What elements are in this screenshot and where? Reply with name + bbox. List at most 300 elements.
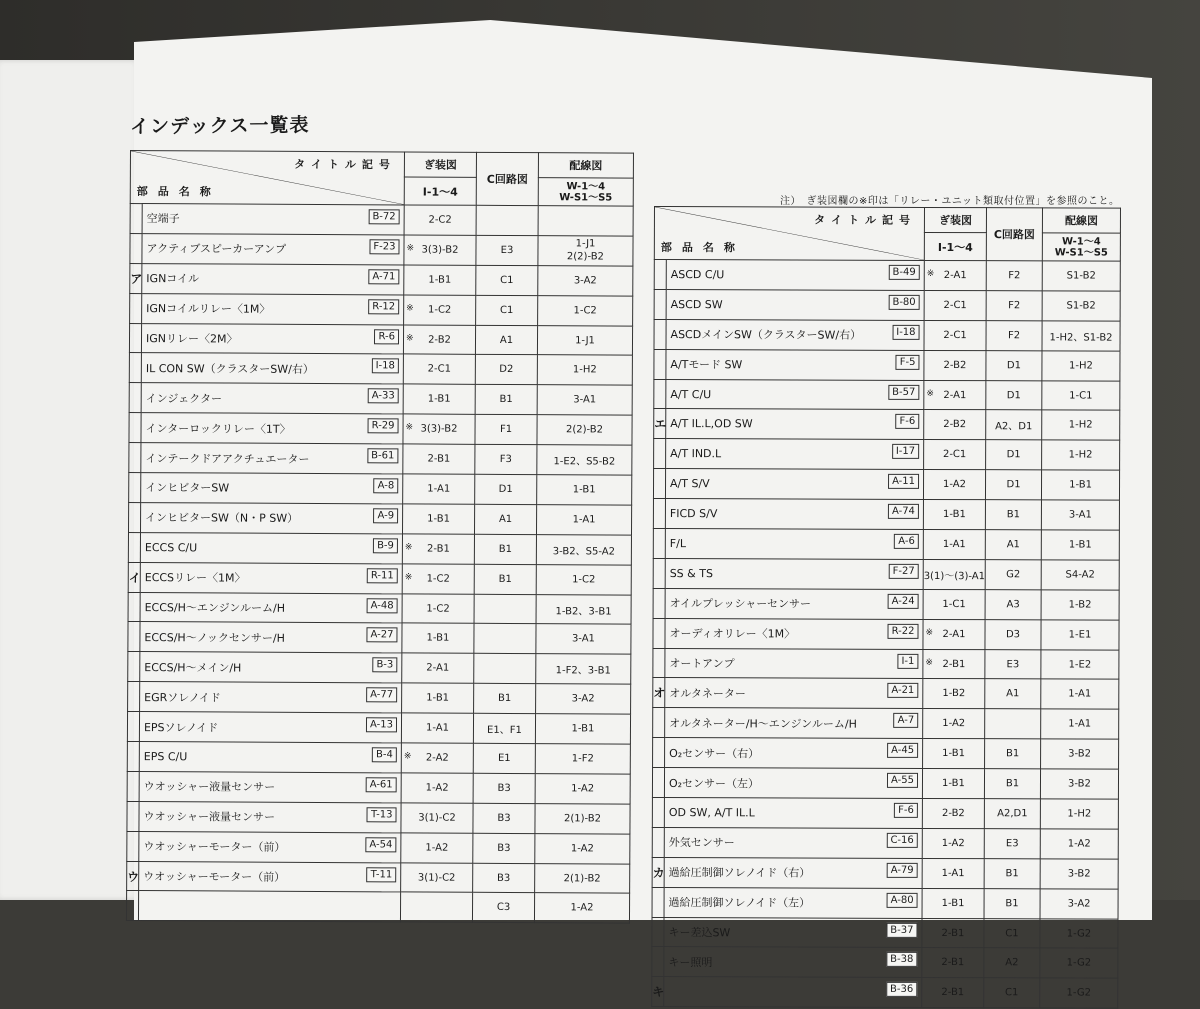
wiring-cell: 1-A1: [1041, 679, 1119, 709]
header-corner: [130, 151, 404, 205]
left-table-body: [126, 204, 633, 924]
part-name: F/L: [669, 537, 687, 551]
title-code-box: B-36: [886, 982, 917, 997]
table-row: [126, 891, 629, 924]
part-name: A/T S/V: [670, 477, 710, 491]
title-code-box: A-21: [887, 683, 918, 698]
title-code-box: B-3: [372, 658, 397, 673]
part-name: オルタネーター/H～エンジンルーム/H: [669, 716, 857, 731]
wiring-cell: 3-A1: [537, 385, 632, 415]
c-circuit-cell: F2: [986, 261, 1042, 291]
gisou-cell: [922, 858, 984, 888]
table-row: [129, 443, 632, 476]
table-row: [653, 678, 1119, 710]
kana-index-cell: [654, 289, 666, 319]
title-code-box: A-77: [366, 687, 397, 702]
gisou-value: 2-B2: [943, 419, 967, 431]
table-row: [127, 742, 630, 775]
c-circuit-cell: F2: [986, 320, 1042, 350]
table-row: [653, 558, 1119, 590]
part-name-cell: [665, 708, 923, 739]
gisou-cell: [924, 350, 986, 380]
gisou-cell: [401, 833, 473, 863]
wiring-cell: 1-H2: [1042, 410, 1120, 440]
part-name: ECCS/H～エンジンルーム/H: [144, 601, 286, 615]
gisou-value: 2-B2: [941, 807, 965, 820]
gisou-value: 1-C2: [427, 304, 452, 316]
kana-index-cell: キ: [652, 977, 664, 1007]
kana-index-cell: [654, 319, 666, 349]
part-name: IL CON SW（クラスターSW/右）: [145, 361, 314, 376]
gisou-value: 3(1)～(3)-A1: [923, 570, 986, 583]
note-text: 注） ぎ装図欄の※印は「リレー・ユニット類取付位置」を参照のこと。: [780, 196, 1120, 207]
title-code-box: A-9: [373, 508, 398, 523]
c-circuit-cell: E3: [984, 829, 1040, 859]
c-circuit-cell: E3: [985, 649, 1041, 679]
part-name: A/T IND.L: [670, 447, 722, 461]
part-name: インテークドアアクチュエーター: [145, 451, 310, 466]
wiring-cell: 1-G2: [1040, 948, 1118, 978]
kana-index-cell: [129, 413, 141, 443]
wiring-cell: 1-E2、S5-B2: [537, 445, 632, 475]
kana-index-cell: [127, 712, 139, 742]
gisou-cell: [922, 978, 984, 1008]
title-code-box: A-11: [888, 474, 919, 489]
table-row: [130, 293, 633, 326]
kana-index-cell: [129, 443, 141, 473]
table-row: [128, 682, 631, 715]
wiring-cell: 3-B2: [1040, 769, 1118, 799]
c-circuit-cell: E1、F1: [473, 713, 535, 743]
table-row: [129, 383, 632, 416]
table-row: [127, 712, 630, 745]
gisou-value: 2-B1: [942, 658, 966, 670]
title-code-box: I-17: [892, 444, 919, 459]
header-title-code: タイトル記号: [294, 157, 396, 172]
gisou-value: 1-B1: [426, 632, 450, 645]
title-code-box: A-54: [365, 837, 396, 852]
part-name: OD SW, A/T IL.L: [668, 806, 755, 820]
c-circuit-cell: B1: [985, 500, 1041, 530]
part-name-cell: [664, 768, 922, 799]
wiring-range-2-right: W-S1～S5: [1054, 247, 1108, 259]
wiring-cell: 1-C2: [538, 295, 633, 325]
gisou-value: 2-B1: [427, 453, 451, 465]
wiring-cell: 1-H2、S1-B2: [1042, 321, 1120, 351]
part-name-cell: [664, 827, 922, 858]
c-circuit-cell: B3: [473, 773, 535, 803]
gisou-cell: [924, 440, 986, 470]
gisou-cell: [924, 380, 986, 410]
table-row: [652, 768, 1118, 800]
gisou-cell: [404, 235, 476, 265]
gisou-value: 3(1)-C2: [417, 872, 456, 884]
c-circuit-cell: A2: [984, 948, 1040, 978]
title-code-box: B-4: [372, 747, 397, 762]
gisou-cell: [403, 354, 475, 384]
gisou-cell: [402, 504, 474, 534]
table-row: [654, 289, 1120, 321]
part-name-cell: [666, 379, 924, 410]
c-circuit-cell: A1: [475, 325, 537, 355]
part-name-cell: [665, 529, 923, 560]
table-row: [652, 827, 1118, 859]
wiring-cell: 1-J1 2(2)-B2: [538, 236, 633, 266]
part-name: EPS C/U: [143, 750, 188, 764]
table-row: [653, 708, 1119, 740]
header-c-circuit: C回路図: [476, 152, 538, 205]
kana-index-cell: [127, 801, 139, 831]
gisou-cell: [922, 888, 984, 918]
gisou-cell: [401, 803, 473, 833]
part-name: ECCSリレー〈1M〉: [144, 571, 246, 585]
part-name: ECCS C/U: [144, 540, 198, 555]
part-name: 過給圧制御ソレノイド（左）: [668, 896, 811, 910]
kana-index-cell: [130, 233, 142, 263]
wiring-cell: [538, 206, 633, 236]
part-name: ECCS/H～ノックセンサー/H: [144, 630, 285, 645]
part-name-cell: [140, 562, 402, 593]
part-name-cell: [141, 353, 403, 384]
part-name-cell: [140, 652, 402, 683]
header-wiring-range-right: [1042, 233, 1120, 261]
relay-mark: ※: [404, 572, 413, 583]
title-code-box: A-45: [887, 743, 918, 758]
part-name-cell: [665, 618, 923, 649]
relay-mark: ※: [925, 627, 934, 638]
table-row: [127, 771, 630, 804]
gisou-value: 1-B1: [941, 897, 965, 909]
title-code-box: T-11: [367, 867, 397, 882]
gisou-value: 1-A2: [942, 718, 966, 730]
c-circuit-cell: B3: [473, 863, 535, 893]
c-circuit-cell: A2、D1: [986, 410, 1042, 440]
title-code-box: A-80: [887, 893, 918, 908]
kana-index-cell: [128, 502, 140, 532]
table-row: [652, 798, 1118, 830]
part-name-cell: [665, 469, 923, 500]
gisou-cell: [404, 205, 476, 235]
title-code-box: I-1: [897, 653, 918, 668]
wiring-cell: 1-B1: [537, 475, 632, 505]
part-name: 外気センサー: [668, 836, 735, 850]
gisou-value: 2-A1: [942, 628, 966, 640]
gisou-value: 2-C2: [428, 214, 452, 226]
left-page-edge: [0, 60, 140, 900]
wiring-cell: 1-E1: [1041, 620, 1119, 650]
wiring-cell: 1-H2: [1042, 351, 1120, 381]
gisou-value: 3(3)-B2: [421, 244, 459, 256]
gisou-cell: [923, 470, 985, 500]
part-name-cell: [139, 861, 401, 892]
header-gisou-right: ぎ装図: [924, 207, 986, 233]
wiring-cell: 3-A2: [1040, 889, 1118, 919]
wiring-cell: 1-G2: [1040, 918, 1118, 948]
c-circuit-cell: B1: [984, 888, 1040, 918]
part-name-cell: [142, 233, 404, 264]
c-circuit-cell: C1: [476, 295, 538, 325]
c-circuit-cell: F3: [475, 444, 537, 474]
part-name-cell: [140, 532, 402, 563]
title-code-box: A-8: [374, 478, 399, 493]
kana-index-cell: [652, 917, 664, 947]
kana-index-cell: [653, 648, 665, 678]
part-name-cell: [665, 588, 923, 619]
title-code-box: R-11: [367, 568, 398, 583]
title-code-box: B-61: [367, 448, 398, 463]
c-circuit-cell: B1: [474, 684, 536, 714]
wiring-cell: S1-B2: [1042, 261, 1120, 291]
gisou-value: 1-A1: [942, 538, 966, 551]
gisou-value: 3(1)-C2: [418, 812, 456, 824]
table-row: [652, 857, 1118, 889]
title-code-box: A-55: [887, 773, 918, 788]
header-gisou-range-right: I-1～4: [924, 233, 986, 261]
c-circuit-cell: B1: [474, 534, 536, 564]
part-name: ウオッシャー液量センサー: [143, 810, 275, 825]
table-row: [130, 263, 633, 296]
kana-index-cell: [652, 947, 664, 977]
wiring-cell: 1-H2: [537, 355, 632, 385]
part-name-cell: [665, 558, 923, 589]
c-circuit-cell: G2: [985, 560, 1041, 590]
gisou-value: 2-A1: [943, 389, 967, 401]
c-circuit-cell: D2: [475, 355, 537, 385]
kana-index-cell: [130, 204, 142, 234]
title-code-box: B-49: [889, 265, 920, 280]
part-name: 空端子: [146, 212, 180, 226]
part-name-cell: [140, 682, 402, 713]
table-row: [130, 233, 633, 266]
c-circuit-cell: B1: [985, 739, 1041, 769]
part-name-cell: [140, 622, 402, 653]
gisou-cell: [402, 564, 474, 594]
gisou-cell: [922, 798, 984, 828]
title-code-box: A-74: [888, 504, 919, 519]
gisou-value: 2-B1: [941, 987, 965, 999]
gisou-value: 3(3)-B2: [420, 423, 458, 435]
table-row: [129, 323, 632, 356]
part-name: オートアンプ: [669, 657, 735, 671]
gisou-value: 2-B2: [428, 334, 451, 346]
kana-index-cell: [653, 708, 665, 738]
wiring-cell: 1-B1: [535, 714, 630, 744]
c-circuit-cell: F2: [986, 291, 1042, 321]
table-row: [127, 801, 630, 834]
wiring-cell: 3-A2: [538, 265, 633, 295]
part-name: EGRソレノイド: [144, 690, 221, 705]
gisou-cell: [924, 410, 986, 440]
wiring-cell: 3-B2、S5-A2: [536, 534, 631, 564]
gisou-cell: [924, 320, 986, 350]
part-name: 過給圧制御ソレノイド（右）: [668, 866, 811, 880]
part-name-cell: [664, 887, 922, 918]
part-name-cell: [142, 293, 404, 324]
title-code-box: T-13: [367, 807, 397, 822]
gisou-cell: [922, 769, 984, 799]
wiring-cell: 1-A2: [1040, 829, 1118, 859]
c-circuit-cell: B3: [473, 803, 535, 833]
part-name: ウオッシャー液量センサー: [143, 780, 276, 795]
part-name-cell: [142, 263, 404, 294]
kana-index-cell: ウ: [127, 861, 139, 891]
table-row: [653, 469, 1119, 501]
c-circuit-cell: [474, 624, 536, 654]
table-row: [129, 353, 632, 386]
gisou-cell: [400, 892, 472, 922]
kana-index-cell: [652, 768, 664, 798]
gisou-cell: [403, 414, 475, 444]
gisou-value: 1-A1: [427, 483, 451, 495]
header-parts-name: 部品名称: [136, 185, 221, 199]
wiring-range-2: W-S1～S5: [559, 191, 613, 204]
title-code-box: A-13: [366, 717, 397, 732]
part-name: インジェクター: [145, 391, 223, 406]
kana-index-cell: [653, 529, 665, 559]
gisou-value: 1-B1: [942, 509, 966, 521]
part-name: アクティブスピーカーアンプ: [146, 242, 287, 257]
c-circuit-cell: E1: [473, 743, 535, 773]
page-title: インデックス一覧表: [129, 114, 310, 138]
wiring-cell: 2(1)-B2: [535, 863, 630, 893]
c-circuit-cell: D1: [985, 470, 1041, 500]
gisou-cell: [923, 679, 985, 709]
gisou-value: 2-C1: [427, 363, 452, 376]
part-name: A/T IL.L,OD SW: [670, 417, 753, 431]
gisou-cell: [402, 653, 474, 683]
gisou-value: 2-C1: [943, 299, 967, 311]
gisou-value: 1-A1: [941, 867, 965, 879]
header-wiring-range: [538, 178, 633, 206]
part-name: ウオッシャーモーター（前）: [143, 870, 286, 884]
gisou-value: 2-A2: [425, 752, 449, 764]
part-name-cell: [141, 383, 403, 414]
gisou-cell: [923, 589, 985, 619]
gisou-cell: [401, 863, 473, 893]
part-name-cell: [141, 443, 403, 474]
gisou-cell: [404, 265, 476, 295]
wiring-cell: 1-A2: [535, 833, 630, 863]
part-name: FICD S/V: [669, 507, 718, 521]
table-row: [654, 260, 1120, 292]
wiring-cell: 1-B1: [1041, 470, 1119, 500]
part-name: ASCD C/U: [670, 267, 725, 282]
wiring-cell: 1-C2: [536, 564, 631, 594]
header-wiring: 配線図: [538, 153, 633, 179]
title-code-box: A-27: [366, 628, 397, 643]
table-row: [128, 562, 631, 595]
gisou-value: 2-C1: [942, 449, 967, 461]
gisou-cell: [403, 324, 475, 354]
title-code-box: F-27: [889, 564, 919, 579]
title-code-box: F-6: [894, 803, 918, 818]
part-name-cell: [139, 771, 401, 802]
table-row: [127, 831, 630, 864]
title-code-box: F-23: [369, 239, 399, 254]
wiring-cell: 1-G2: [1040, 978, 1118, 1008]
wiring-cell: 2(2)-B2: [537, 415, 632, 445]
gisou-value: 2-A1: [426, 662, 450, 674]
kana-index-cell: エ: [654, 409, 666, 439]
kana-index-cell: [129, 323, 141, 353]
title-code-box: I-18: [892, 325, 919, 340]
table-row: [652, 917, 1118, 949]
part-name: O₂センサー（左）: [668, 776, 760, 790]
table-row: [653, 648, 1119, 680]
part-name: キー照明: [668, 955, 713, 970]
title-code-box: F-6: [895, 414, 919, 429]
part-name: ASCD SW: [670, 297, 723, 312]
title-code-box: R-6: [374, 329, 399, 344]
gisou-cell: [403, 474, 475, 504]
part-name: オーディオリレー〈1M〉: [669, 627, 796, 641]
relay-mark: ※: [926, 388, 934, 399]
relay-mark: ※: [404, 542, 413, 553]
header-title-code-right: タイトル記号: [814, 213, 916, 227]
kana-index-cell: [128, 592, 140, 622]
table-row: [652, 977, 1118, 1009]
wiring-cell: 1-A2: [535, 774, 630, 804]
part-name: IGNリレー〈2M〉: [145, 332, 238, 346]
gisou-cell: [923, 619, 985, 649]
c-circuit-cell: B1: [984, 858, 1040, 888]
part-name-cell: [139, 712, 401, 743]
kana-index-cell: [653, 588, 665, 618]
wiring-cell: 1-B2、3-B1: [536, 594, 631, 624]
gisou-cell: [923, 649, 985, 679]
gisou-cell: [924, 260, 986, 290]
relay-mark: ※: [405, 333, 414, 344]
part-name-cell: [664, 977, 922, 1008]
kana-index-cell: [129, 353, 141, 383]
table-row: [654, 409, 1120, 441]
table-row: [652, 887, 1118, 919]
part-name-cell: [141, 323, 403, 354]
gisou-cell: [923, 529, 985, 559]
part-name-cell: [138, 891, 400, 922]
part-name-cell: [665, 678, 923, 709]
gisou-value: 1-A1: [425, 722, 449, 734]
kana-index-cell: [130, 293, 142, 323]
gisou-value: 1-B1: [427, 513, 451, 525]
table-row: [652, 947, 1118, 979]
table-row: [654, 439, 1120, 471]
part-name-cell: [664, 798, 922, 829]
title-code-box: A-79: [887, 863, 918, 878]
kana-index-cell: [653, 618, 665, 648]
c-circuit-cell: A2,D1: [984, 799, 1040, 829]
title-code-box: B-37: [886, 922, 917, 937]
wiring-cell: 3-B2: [1041, 739, 1119, 769]
kana-index-cell: [128, 652, 140, 682]
title-code-box: I-18: [372, 359, 399, 374]
table-row: [129, 413, 632, 446]
gisou-cell: [403, 384, 475, 414]
wiring-cell: 3-A2: [536, 684, 631, 714]
title-code-box: A-61: [366, 777, 397, 792]
title-code-box: A-24: [888, 594, 919, 609]
title-code-box: R-12: [368, 299, 399, 314]
table-row: [130, 204, 633, 237]
gisou-value: 1-B1: [942, 748, 966, 760]
gisou-value: 2-C1: [943, 329, 967, 341]
wiring-cell: 1-E2: [1041, 649, 1119, 679]
gisou-value: 1-B1: [428, 274, 452, 286]
kana-index-cell: [654, 439, 666, 469]
part-name: A/T C/U: [670, 387, 712, 401]
gisou-value: 2-B1: [426, 543, 450, 555]
title-code-box: A-6: [894, 534, 919, 549]
